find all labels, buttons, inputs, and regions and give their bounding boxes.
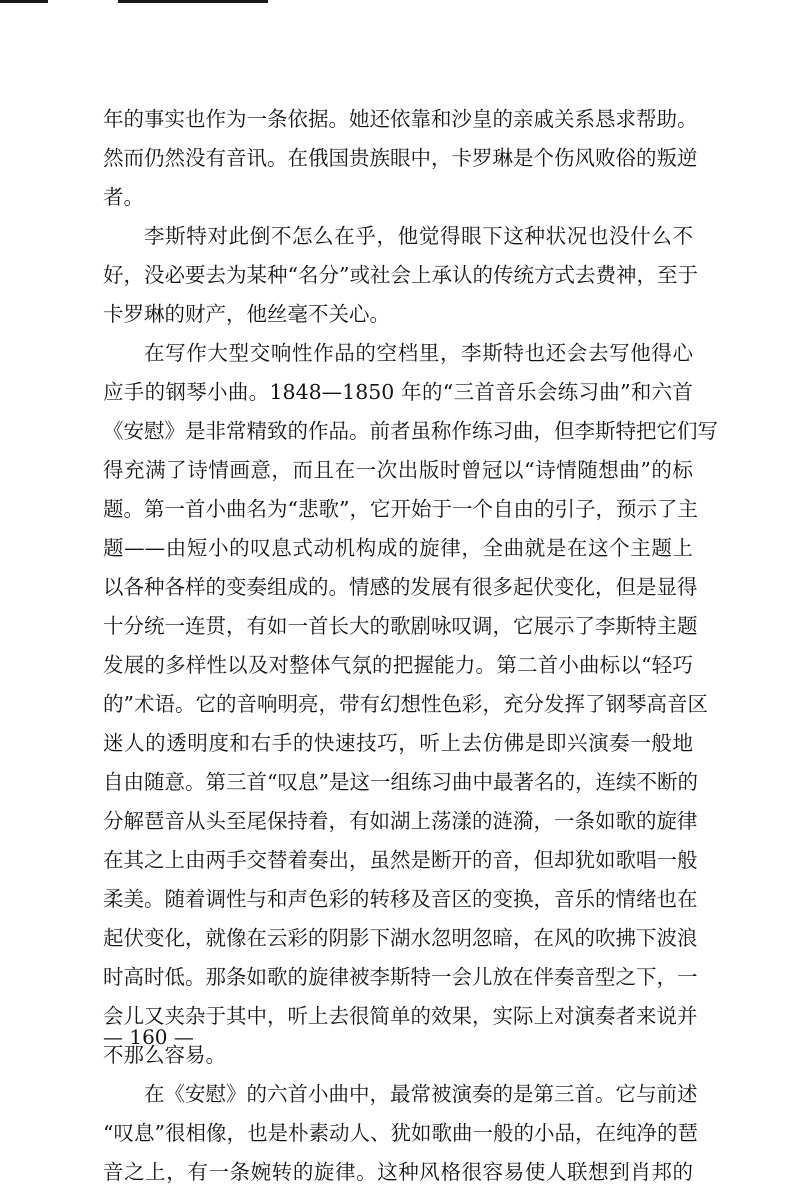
page-number: — 160 — (103, 1025, 194, 1049)
text-line-21: 柔美。随着调性与和声色彩的转移及音区的变换，音乐的情绪也在 (103, 887, 698, 911)
text-line-22: 起伏变化，就像在云彩的阴影下湖水忽明忽暗，在风的吹拂下波浪 (103, 926, 698, 950)
text-line-24: 会儿又夹杂于其中，听上去很简单的效果，实际上对演奏者来说并 (103, 1004, 698, 1028)
text-line-12: 题——由短小的叹息式动机构成的旋律，全曲就是在这个主题上 (103, 536, 693, 560)
text-line-23: 时高时低。那条如歌的旋律被李斯特一会儿放在伴奏音型之下，一 (103, 965, 698, 989)
text-line-3: 者。 (103, 185, 144, 209)
text-line-27: “叹息”很相像，也是朴素动人、犹如歌曲一般的小品，在纯净的琶 (103, 1121, 698, 1145)
text-line-19: 分解琶音从头至尾保持着，有如湖上荡漾的涟漪，一条如歌的旋律 (103, 809, 698, 833)
text-line-25: 不那么容易。 (103, 1043, 226, 1067)
text-line-1: 年的事实也作为一条依据。她还依靠和沙皇的亲戚关系恳求帮助。 (103, 107, 698, 131)
text-line-2: 然而仍然没有音讯。在俄国贵族眼中，卡罗琳是个伤风败俗的叛逆 (103, 146, 698, 170)
text-line-11: 题。第一首小曲名为“悲歌”，它开始于一个自由的引子，预示了主 (103, 497, 698, 521)
text-line-26: 在《安慰》的六首小曲中，最常被演奏的是第三首。它与前述 (144, 1082, 698, 1106)
text-line-7: 在写作大型交响性作品的空档里，李斯特也还会去写他得心 (144, 341, 693, 365)
text-line-8: 应手的钢琴小曲。1848—1850 年的“三首音乐会练习曲”和六首 (103, 380, 693, 404)
text-line-9: 《安慰》是非常精致的作品。前者虽称作练习曲，但李斯特把它们写 (103, 419, 718, 443)
top-rule-left (0, 0, 48, 3)
text-line-13: 以各种各样的变奏组成的。情感的发展有很多起伏变化，但是显得 (103, 575, 698, 599)
text-line-17: 迷人的透明度和右手的快速技巧，听上去仿佛是即兴演奏一般地 (103, 731, 693, 755)
text-line-14: 十分统一连贯，有如一首长大的歌剧咏叹调，它展示了李斯特主题 (103, 614, 698, 638)
text-line-18: 自由随意。第三首“叹息”是这一组练习曲中最著名的，连续不断的 (103, 770, 698, 794)
text-line-15: 发展的多样性以及对整体气氛的把握能力。第二首小曲标以“轻巧 (103, 653, 693, 677)
text-line-6: 卡罗琳的财产，他丝毫不关心。 (103, 302, 390, 326)
text-line-10: 得充满了诗情画意，而且在一次出版时曾冠以“诗情随想曲”的标 (103, 458, 693, 482)
text-line-20: 在其之上由两手交替着奏出，虽然是断开的音，但却犹如歌唱一般 (103, 848, 698, 872)
text-line-16: 的”术语。它的音响明亮，带有幻想性色彩，充分发挥了钢琴高音区 (103, 692, 708, 716)
text-line-4: 李斯特对此倒不怎么在乎，他觉得眼下这种状况也没什么不 (144, 224, 693, 248)
text-line-5: 好，没必要去为某种“名分”或社会上承认的传统方式去费神，至于 (103, 263, 698, 287)
text-line-28: 音之上，有一条婉转的旋律。这种风格很容易使人联想到肖邦的 (103, 1160, 693, 1184)
top-rule-right (118, 0, 268, 3)
